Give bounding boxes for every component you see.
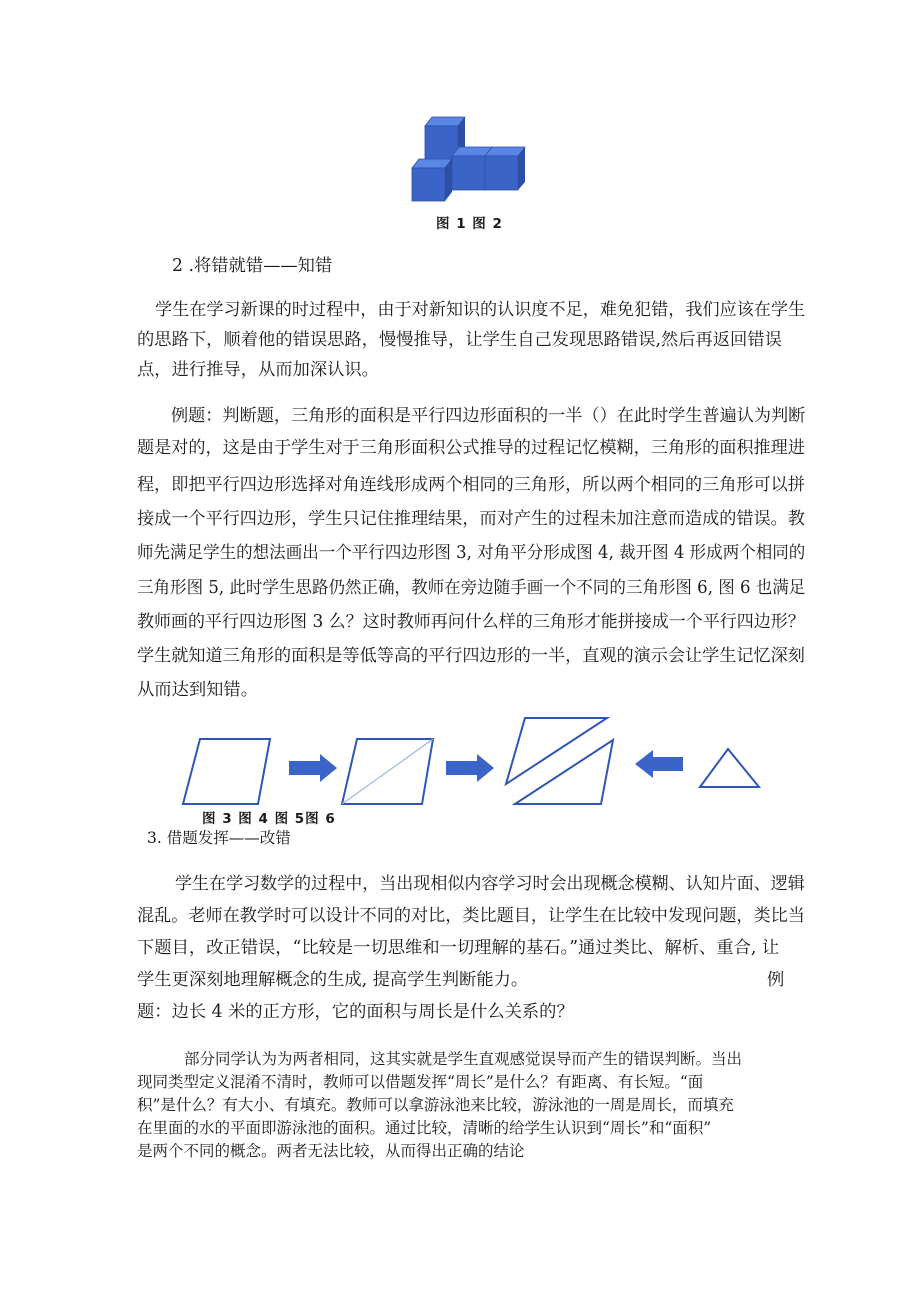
s2-para2-line2: 题是对的，这是由于学生对于三角形面积公式推导的过程记忆模糊，三角形的面积推理进: [137, 438, 805, 458]
s3-para1-line2: 混乱。老师在教学时可以设计不同的对比，类比题目，让学生在比较中发现问题，类比当: [137, 906, 805, 926]
cube-bottom-right: [485, 147, 525, 190]
cube-figure: [405, 112, 535, 204]
s3-para2-line2: 现同类型定义混淆不清时，教师可以借题发挥“周长”是什么？有距离、有长短。“面: [137, 1073, 704, 1091]
s2-para2-line4: 接成一个平行四边形，学生只记住推理结果，而对产生的过程未加注意而造成的错误。教: [137, 509, 805, 529]
s3-para2-line4: 在里面的水的平面即游泳池的面积。通过比较，清晰的给学生认识到“周长”和“面积”: [137, 1119, 712, 1137]
s2-para2-line5: 师先满足学生的想法画出一个平行四边形图 3, 对角平分形成图 4, 裁开图 4 形成两个相同的: [137, 543, 806, 563]
figure-5-triangle-lower: [515, 740, 613, 804]
section-3-heading: 3. 借题发挥——改错: [147, 829, 291, 847]
s2-para2-line1: 例题：判断题，三角形的面积是平行四边形面积的一半（）在此时学生普遍认为判断: [171, 406, 806, 426]
parallelogram-figure: [175, 712, 775, 812]
s3-para1-line1: 学生在学习数学的过程中，当出现相似内容学习时会出现概念模糊、认知片面、逻辑: [175, 874, 805, 894]
figure-3-6-caption: 图 3 图 4 图 5图 6: [202, 811, 336, 827]
s3-para2-line5: 是两个不同的概念。两者无法比较，从而得出正确的结论: [137, 1142, 525, 1160]
s3-para2-line3: 积”是什么？有大小、有填充。教师可以拿游泳池来比较，游泳池的一周是周长，而填充: [137, 1096, 734, 1114]
cube-bottom-left: [412, 159, 452, 201]
arrow-right-2: [446, 754, 494, 782]
s3-para1-line4: 学生更深刻地理解概念的生成, 提高学生判断能力。: [137, 970, 529, 990]
s2-para2-line8: 学生就知道三角形的面积是等低等高的平行四边形的一半，直观的演示会让学生记忆深刻: [137, 646, 805, 666]
figure-1-2-caption: 图 1 图 2: [436, 216, 503, 232]
s3-example-label: 例: [767, 970, 785, 990]
section-2-heading: 2 .将错就错——知错: [172, 256, 333, 276]
s2-para1-line3: 点，进行推导，从而加深认识。: [137, 360, 379, 380]
arrow-left: [635, 750, 683, 778]
s3-example-question: 题：边长 4 米的正方形，它的面积与周长是什么关系的？: [137, 1002, 574, 1022]
figure-6-triangle: [700, 749, 759, 787]
s3-para2-line1: 部分同学认为为两者相同，这其实就是学生直观感觉误导而产生的错误判断。当出: [184, 1050, 743, 1068]
figure-5-triangle-upper: [506, 718, 607, 784]
s2-para1-line2: 的思路下，顺着他的错误思路，慢慢推导，让学生自己发现思路错误,然后再返回错误: [137, 330, 782, 350]
s2-para1-line1: 学生在学习新课的时过程中，由于对新知识的认识度不足，难免犯错，我们应该在学生: [155, 300, 806, 320]
figure-3-parallelogram: [183, 739, 270, 804]
s2-para2-line6: 三角形图 5, 此时学生思路仍然正确，教师在旁边随手画一个不同的三角形图 6, 图 6 也满足: [137, 578, 806, 598]
s2-para2-line3: 程，即把平行四边形选择对角连线形成两个相同的三角形，所以两个相同的三角形可以拼: [137, 475, 805, 495]
s3-para1-line3: 下题目，改正错误，“比较是一切思维和一切理解的基石。”通过类比、解析、重合, 让: [137, 938, 780, 958]
arrow-right-1: [289, 754, 337, 782]
s2-para2-line9: 从而达到知错。: [137, 680, 258, 700]
s2-para2-line7: 教师画的平行四边形图 3 么？这时教师再问什么样的三角形才能拼接成一个平行四边形？: [137, 612, 805, 632]
